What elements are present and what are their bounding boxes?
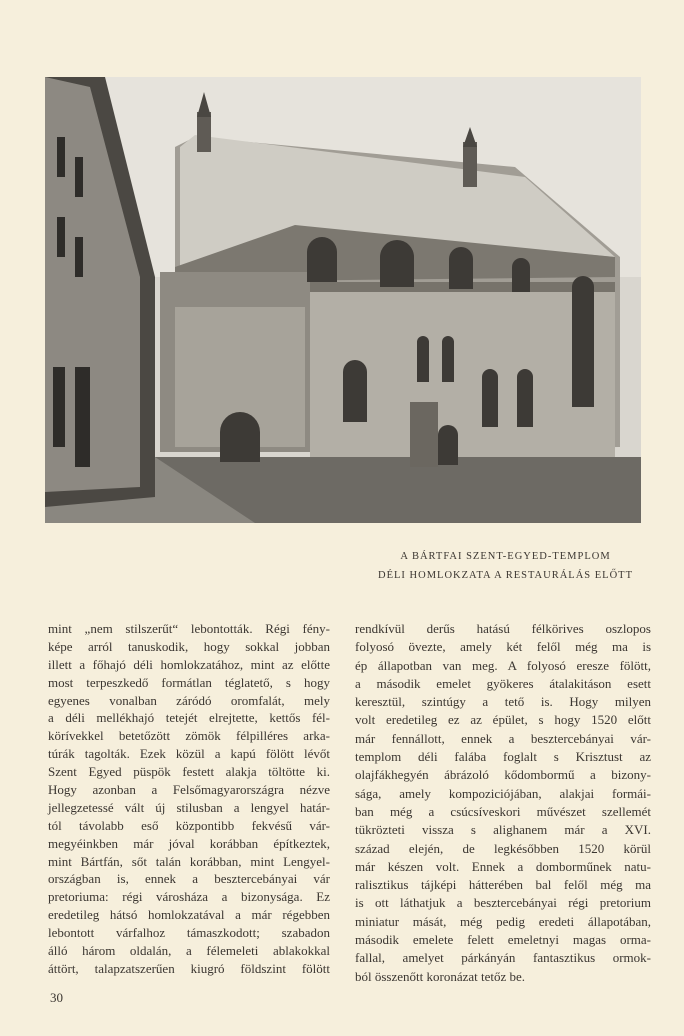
text-line: templom déli falába foglalt s Krisztust az [355, 749, 651, 765]
text-line: ban még a csúcsíveskori művészet szellemét [355, 803, 651, 819]
text-line: ralisztikus tájképi hátterében bal felől még ma [355, 877, 651, 893]
right-text-column [355, 620, 651, 986]
text-line: sága, amely kompoziciójában, alakjai formái- [355, 785, 651, 801]
text-line: rendkívül derűs hatású félkörives oszlopos [355, 621, 651, 636]
text-line: pretoriuma: régi városháza a bizonysága. Ez [48, 889, 330, 905]
text-line: ból összenőtt koronázat tetőz be. [355, 968, 526, 984]
text-line: körívekkel betetőzött zömök félpilléres arka- [48, 728, 330, 744]
text-line: egyenes vonalban záródó oromfalát, mely [48, 692, 330, 708]
text-line: tükrözteti vissza s alighanem már a XVI. [355, 822, 651, 838]
page-number: 30 [50, 990, 63, 1005]
text-line: már fennállott, ennek a besztercebányai vár- [355, 730, 651, 746]
text-line: fallal, amelyet párkányán fantasztikus ormok- [355, 950, 651, 966]
text-line: Szent Egyed püspök festett alakja töltötte ki. [48, 764, 330, 780]
text-line: mint „nem stilszerűt“ lebontották. Régi fény- [48, 621, 330, 636]
text-line: a déli mellékhajó tetejét elrejtette, kettős fél- [48, 710, 330, 726]
text-line: országban is, ennek a besztercebányai vár [48, 871, 330, 887]
text-line: volt eredetileg ez az épület, s hogy 1520 előtt [355, 712, 651, 728]
text-line: áttört, talapzatszerűen kiugró földszint fölött [48, 960, 330, 976]
text-line: is ott láthatjuk a besztercebányai régi pretorium [355, 895, 651, 911]
text-line: folyosó övezte, amely két felől még ma is [355, 639, 651, 655]
text-line: megyéinkben már jóval korábban építkeztek, [48, 835, 330, 851]
text-line: második emelete felett emeletnyi magas orma- [355, 932, 651, 948]
text-line: keresztül, szintúgy a tető is. Hogy milyen [355, 694, 651, 710]
left-text-column [48, 620, 330, 978]
text-line: eredetileg hátsó homlokzatával a már régebben [48, 907, 330, 923]
text-line: ép állapotban van meg. A folyosó eresze fölött, [355, 657, 651, 673]
text-line: tól távolabb eső központibb fekvésű vár- [48, 817, 330, 833]
text-line: most terpeszkedő formátlan téglatető, s hogy [48, 674, 330, 690]
text-line: olajfákhegyén ábrázoló kődombormű a bizony- [355, 767, 651, 783]
figure-caption-line-1: A BÁRTFAI SZENT-EGYED-TEMPLOM [400, 551, 611, 562]
text-line: század elején, de legkésőbben 1520 körül [355, 840, 651, 856]
text-line: a második emelet gyökeres átalakitáson esett [355, 675, 651, 691]
church-photograph [45, 77, 641, 523]
text-line: jellegzetessé vált új stilusban a lengyel határ- [48, 799, 330, 815]
text-line: miniatur mását, még pedig eredeti állapotában, [355, 913, 651, 929]
text-line: illett a főhajó déli homlokzatához, mint az előtte [48, 656, 330, 672]
text-line: képe arról tanuskodik, hogy sokkal jobban [48, 638, 330, 654]
text-line: mint Bártfán, sőt talán korábban, mint Lengyel- [48, 853, 330, 869]
text-line: álló három oldalán, a félemeleti ablakokkal [48, 943, 330, 959]
text-line: túrák tagolták. Ezek közül a kapú fölött lévőt [48, 746, 330, 762]
text-line: lebontott várfalhoz támaszkodott; szabadon [48, 925, 330, 941]
text-line: Hogy azonban a Felsőmagyarországra nézve [48, 782, 330, 798]
figure-caption-line-2: DÉLI HOMLOKZATA A RESTAURÁLÁS ELŐTT [378, 570, 633, 581]
text-line: már készen volt. Ennek a domborműnek natu- [355, 858, 651, 874]
